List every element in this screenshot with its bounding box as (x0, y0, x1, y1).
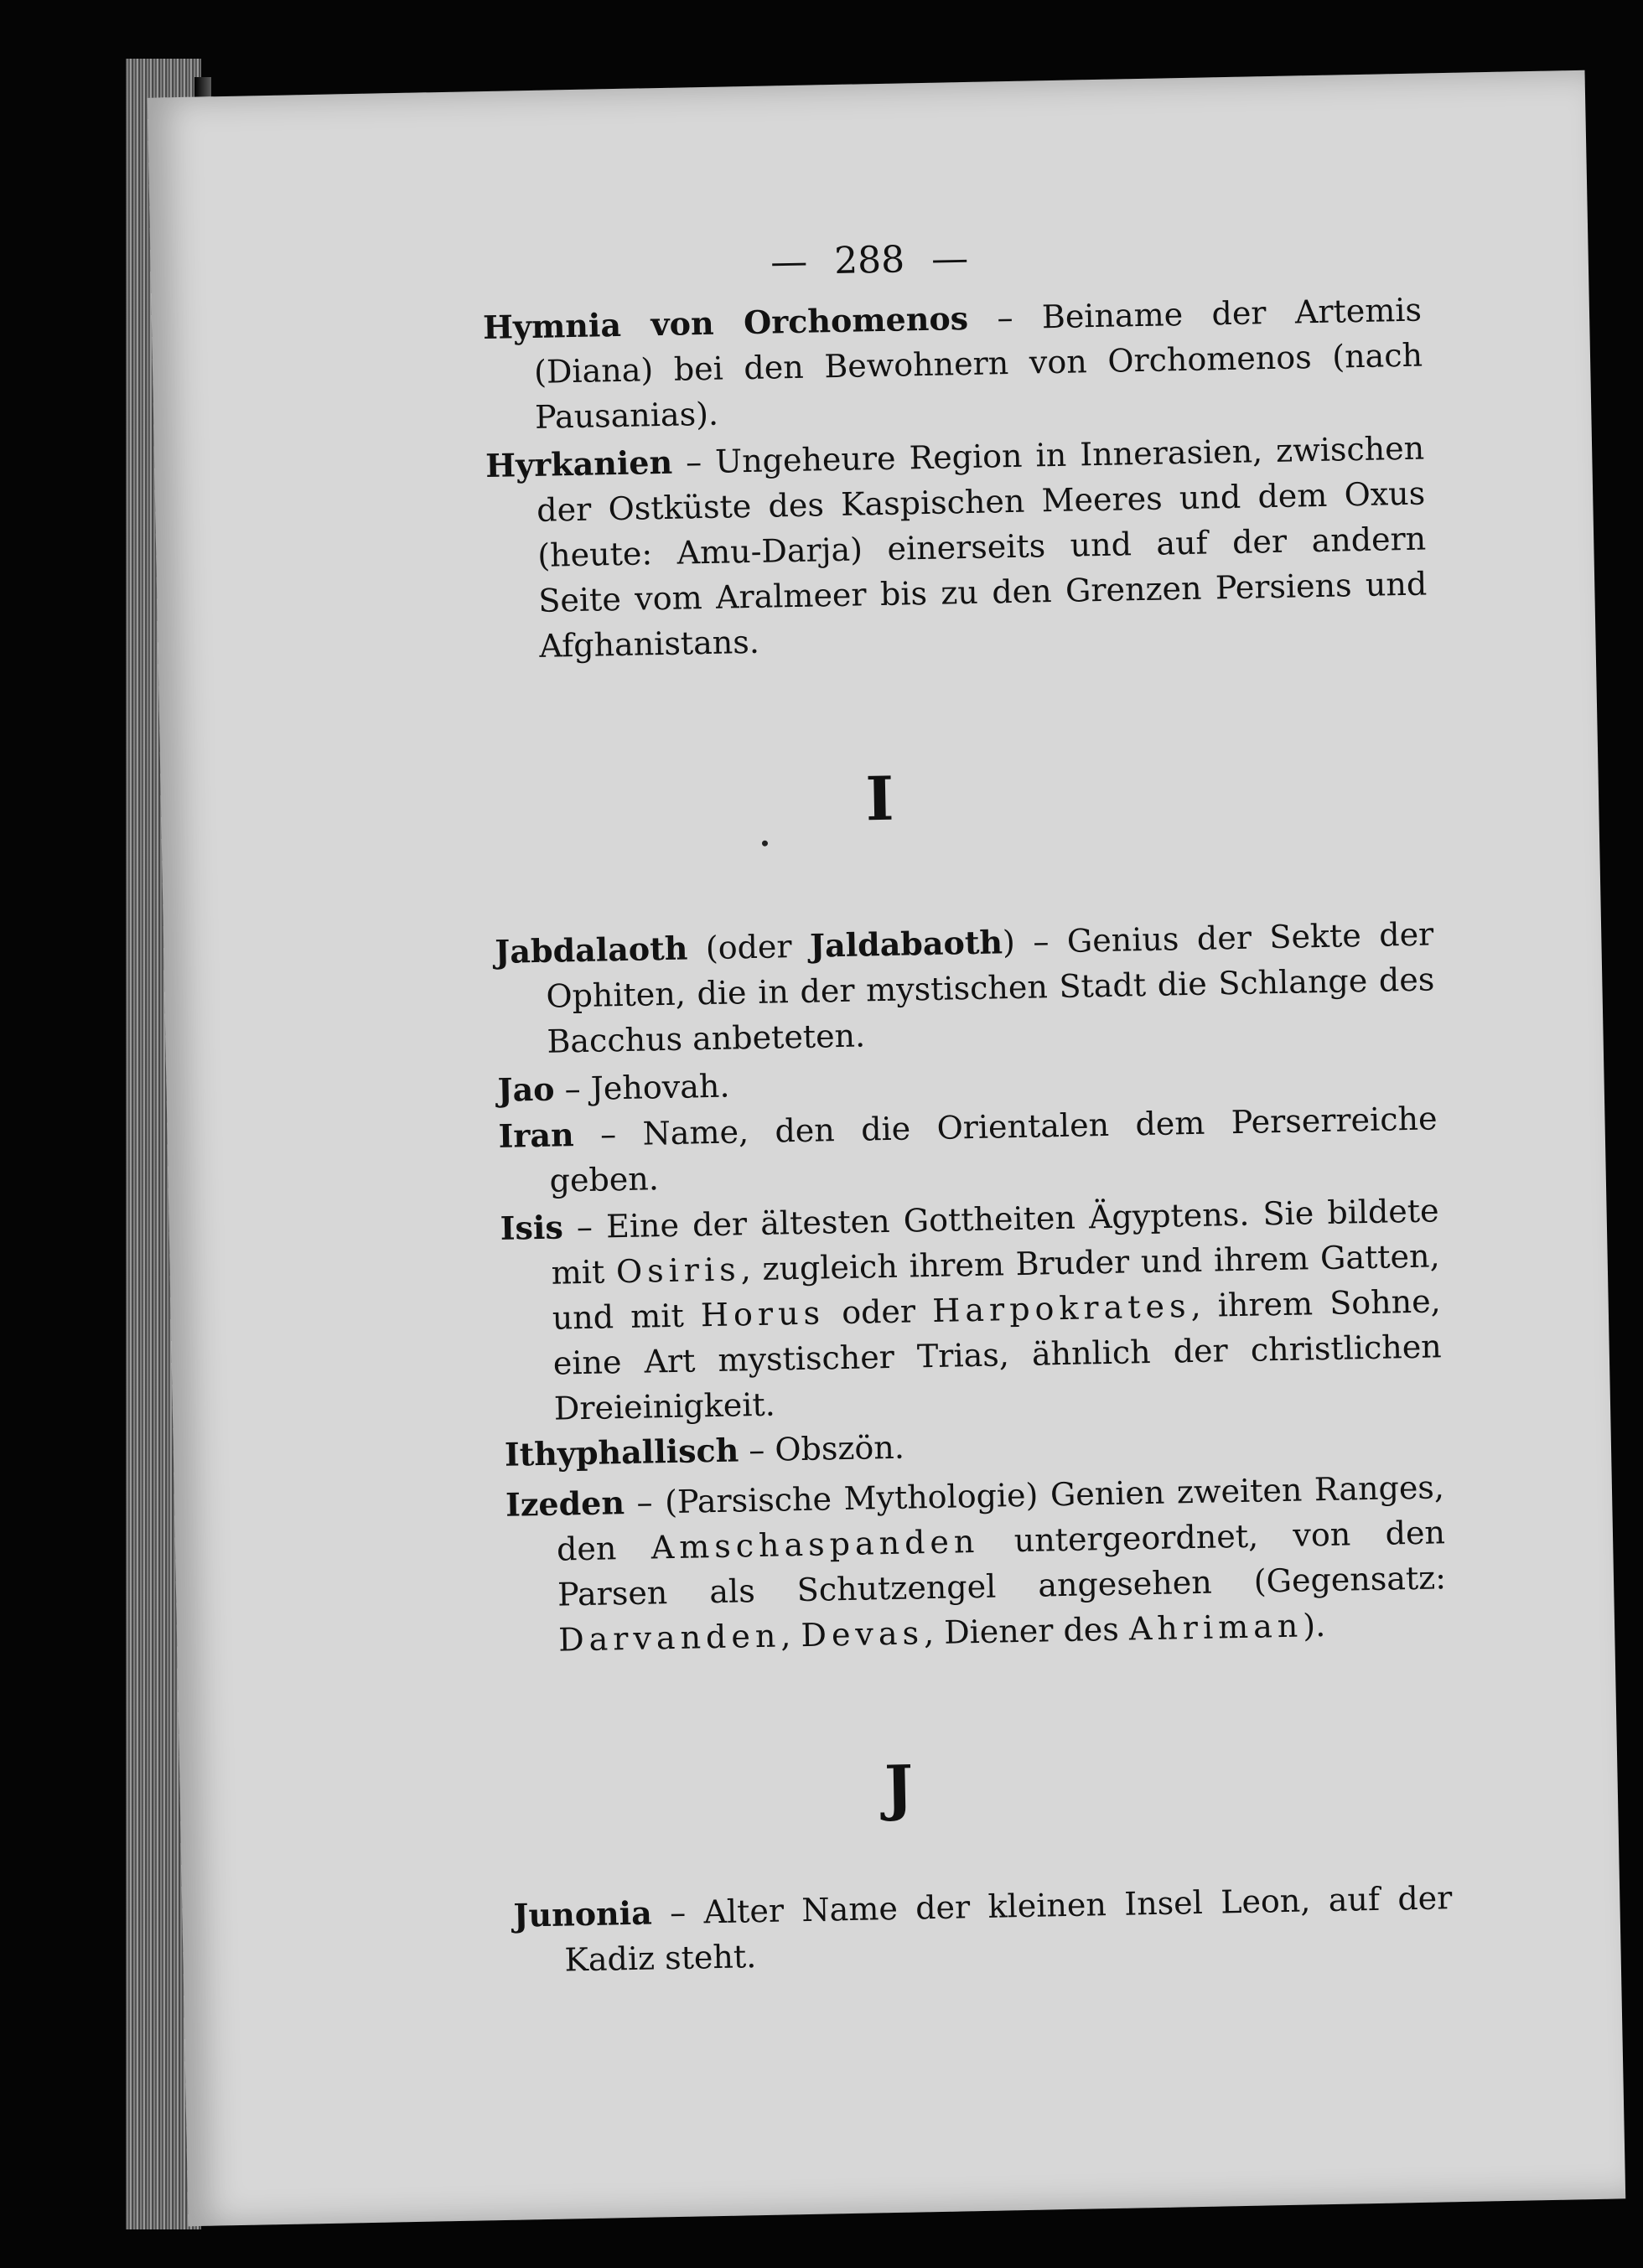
book-page (148, 70, 1625, 2226)
entry-definition: Name, den die Orientalen dem Perserreiche geben. (549, 1100, 1438, 1199)
entry-separator: – (738, 1431, 775, 1469)
emphasized-name: Ahriman (1128, 1607, 1304, 1648)
entry-definition: Alter Name der kleinen Insel Leon, auf der Kadiz steht. (564, 1879, 1453, 1979)
entry-headword: Izeden (505, 1484, 625, 1524)
entry-headword: Jao (497, 1069, 555, 1109)
entry-separator: – (671, 443, 716, 481)
entry-izeden (505, 1464, 1448, 1663)
emphasized-name: Osiris (615, 1251, 742, 1291)
entry-definition: Jehovah. (590, 1067, 730, 1107)
entry-separator: – (967, 298, 1043, 337)
entry-hymnia (483, 287, 1424, 441)
entry-definition-part: , ihrem Sohne, eine Art mystischer Trias, ähnlich der christlichen Dreieinigkeit. (552, 1282, 1443, 1427)
entry-headword: Ithyphallisch (504, 1431, 739, 1473)
entry-isis (500, 1188, 1443, 1432)
page-number-dash-left: — (770, 240, 808, 284)
entry-definition: Obszön. (774, 1428, 905, 1468)
page-number: 288 (833, 238, 905, 282)
entry-headword: Hymnia von Orchomenos (482, 298, 969, 347)
page-number-line (150, 225, 1589, 296)
entry-headword: Junonia (513, 1893, 653, 1934)
entry-alt-prefix: (oder (687, 927, 811, 967)
entry-definition-part: , (780, 1617, 801, 1654)
entry-headword: Hyrkanien (485, 443, 673, 485)
entry-hyrkanien (485, 426, 1428, 670)
entry-definition-part: oder (824, 1292, 933, 1332)
entry-separator: ) – (1002, 922, 1068, 961)
entry-headword: Iran (498, 1116, 575, 1155)
print-speck (762, 841, 768, 847)
emphasized-name: Horus (700, 1294, 826, 1334)
entry-separator: – (651, 1893, 704, 1932)
entry-headword: Jabdalaoth (494, 929, 688, 971)
entry-definition: Ungeheure Region in Innerasien, zwischen der Ostküste des Kaspischen Meeres und dem Oxus (heute: Amu-Darja) einerseits und auf der andern Seite vom Aralmeer bis zu den Grenzen Persiens und Afghanistans. (536, 429, 1428, 665)
entry-definition-part: (Parsische Mythologie) Genien zweiten Ranges, den (556, 1468, 1445, 1568)
page-number-dash-right: — (930, 236, 969, 281)
section-letter-i: I (864, 762, 895, 835)
entry-definition-part: ). (1302, 1607, 1326, 1644)
entry-definition-part: , zugleich ihrem Bruder und ihrem Gatten, und mit (552, 1237, 1441, 1337)
emphasized-name: Amschaspanden (650, 1522, 980, 1566)
section-letter-j: J (884, 1751, 914, 1824)
entry-separator: – (573, 1115, 643, 1154)
entry-separator: – (624, 1484, 666, 1522)
entry-definition: Genius der Sekte der Ophiten, die in der mystischen Stadt die Schlange des Bacchus anbeteten. (546, 915, 1435, 1060)
entry-alt-headword: Jaldabaoth (809, 923, 1003, 965)
entry-junonia (513, 1875, 1454, 1983)
entry-headword: Isis (500, 1208, 564, 1247)
entry-definition-part: untergeordnet, von den Parsen als Schutzengel angesehen (Gegensatz: (557, 1514, 1447, 1613)
entry-definition-part: , Diener des (923, 1610, 1130, 1652)
emphasized-name: Darvanden (557, 1617, 781, 1659)
entry-definition-part: Eine der ältesten Gottheiten Ägyptens. Sie bildete mit (551, 1192, 1439, 1292)
entry-jabdalaoth (495, 911, 1436, 1064)
entry-definition: Beiname der Artemis (Diana) bei den Bewohnern von Orchomenos (nach Pausanias). (533, 291, 1423, 436)
entry-iran (498, 1095, 1438, 1204)
emphasized-name: Harpokrates (931, 1287, 1191, 1329)
entry-separator: – (554, 1069, 592, 1108)
entry-separator: – (562, 1208, 607, 1246)
emphasized-name: Devas (801, 1614, 925, 1654)
